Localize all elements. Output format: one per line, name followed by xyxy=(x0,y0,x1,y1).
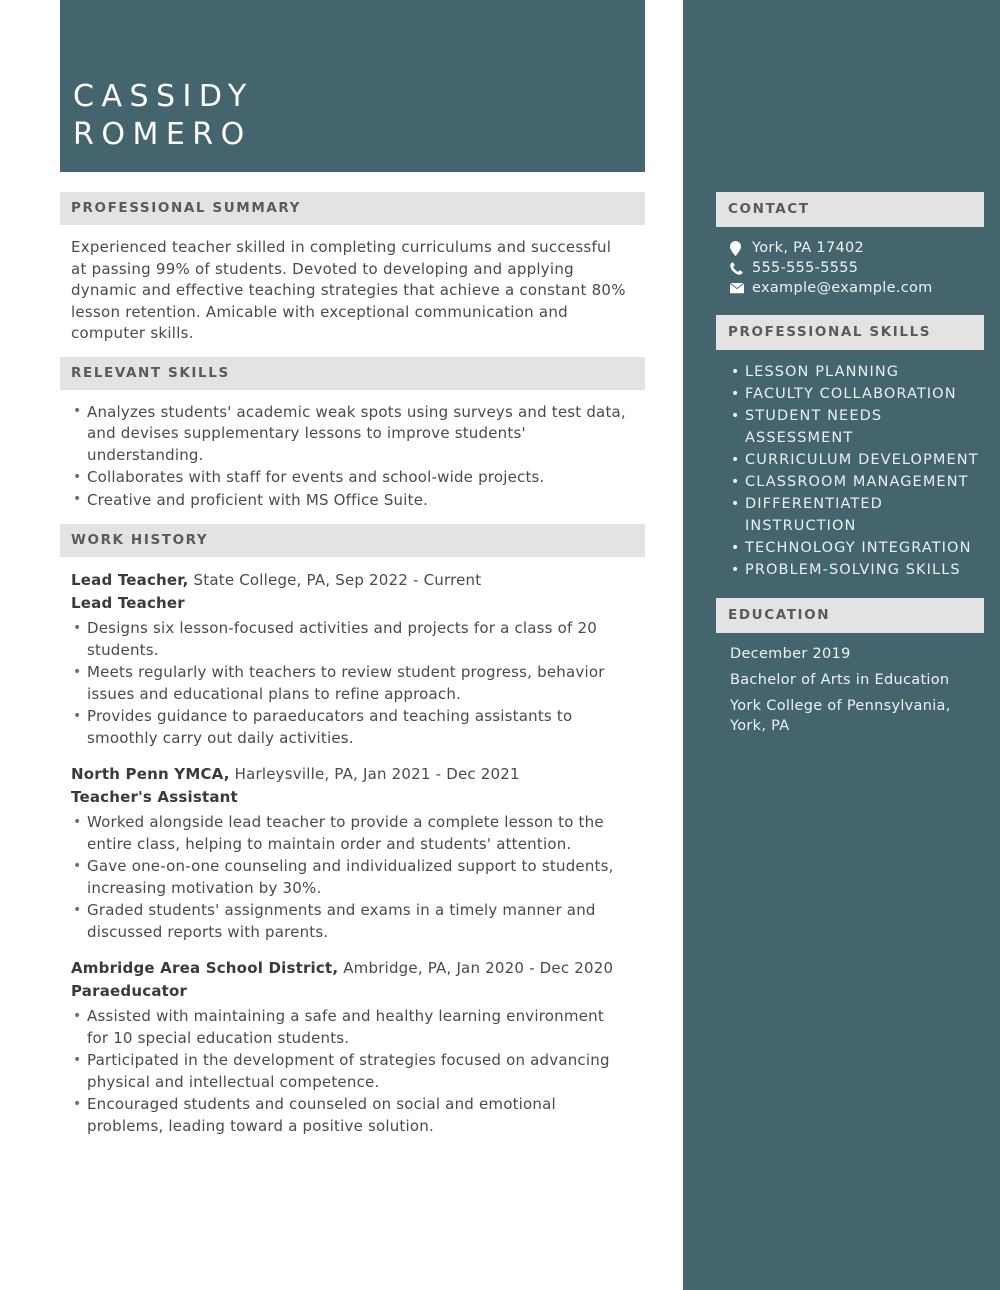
job-meta: Harleysville, PA, Jan 2021 - Dec 2021 xyxy=(229,765,520,783)
job-bullets xyxy=(71,1006,627,1137)
work-history-job xyxy=(71,569,627,749)
list-item: • Designs six lesson-focused activities and projects for a class of 20 students. xyxy=(71,618,627,661)
section-header-relevant-skills xyxy=(60,357,645,390)
list-item: • Graded students' assignments and exams in a timely manner and discussed reports with parents. xyxy=(71,900,627,943)
list-item: • Participated in the development of strategies focused on advancing physical and intellectual competence. xyxy=(71,1050,627,1093)
list-item: • Meets regularly with teachers to review student progress, behavior issues and educational plans to refine approach. xyxy=(71,662,627,705)
job-bullets xyxy=(71,618,627,749)
envelope-icon xyxy=(730,278,750,298)
job-role: Teacher's Assistant xyxy=(71,788,238,806)
work-history-body xyxy=(60,557,645,1155)
job-header-line xyxy=(71,763,627,785)
section-header-work-history xyxy=(60,524,645,557)
list-item: • Encouraged students and counseled on social and emotional problems, leading toward a positive solution. xyxy=(71,1094,627,1137)
list-item: • PROBLEM-SOLVING SKILLS xyxy=(730,559,986,581)
contact-title: CONTACT xyxy=(728,201,810,217)
list-item: • TECHNOLOGY INTEGRATION xyxy=(730,537,986,559)
job-organization: Ambridge Area School District, xyxy=(71,959,339,977)
work-history-title: WORK HISTORY xyxy=(71,532,209,548)
list-item: • FACULTY COLLABORATION xyxy=(730,383,986,405)
job-bullets xyxy=(71,812,627,943)
contact-email: example@example.com xyxy=(752,280,933,296)
list-item: • LESSON PLANNING xyxy=(730,361,986,383)
job-organization: North Penn YMCA, xyxy=(71,765,230,783)
contact-body xyxy=(716,227,986,298)
professional-summary-text: Experienced teacher skilled in completing curriculums and successful at passing 99% of students. Devoted to developing and applying dynamic and effective teaching strategies that achieve a constant 80% lesson retention. Amicable with exceptional communication and computer skills. xyxy=(71,238,626,342)
list-item: • STUDENT NEEDS ASSESSMENT xyxy=(730,405,986,449)
job-meta: State College, PA, Sep 2022 - Current xyxy=(188,571,482,589)
sidebar-section-header-education xyxy=(716,598,984,633)
job-organization: Lead Teacher, xyxy=(71,571,189,589)
header-banner xyxy=(60,0,645,172)
relevant-skills-list xyxy=(71,402,627,512)
sidebar-section-header-contact xyxy=(716,192,984,227)
education-date: December 2019 xyxy=(730,646,851,662)
page-title xyxy=(73,78,633,154)
main-column xyxy=(60,192,645,1155)
map-pin-icon xyxy=(730,238,750,258)
first-name: CASSIDY xyxy=(73,79,254,114)
list-item: • Analyzes students' academic weak spots using surveys and test data, and devises supplementary lessons to improve students' understanding. xyxy=(71,402,627,467)
sidebar-section-header-professional-skills xyxy=(716,315,984,350)
education-body xyxy=(716,633,986,736)
education-title: EDUCATION xyxy=(728,607,831,623)
contact-address: York, PA 17402 xyxy=(752,240,865,256)
phone-icon xyxy=(730,258,750,278)
professional-skills-body xyxy=(716,350,986,581)
section-header-professional-summary xyxy=(60,192,645,225)
sidebar xyxy=(683,0,1000,1290)
education-school: York College of Pennsylvania, York, PA xyxy=(730,698,951,734)
relevant-skills-title: RELEVANT SKILLS xyxy=(71,364,230,381)
contact-address-row xyxy=(730,238,986,258)
professional-summary-title: PROFESSIONAL SUMMARY xyxy=(71,200,302,216)
professional-skills-list xyxy=(730,361,986,581)
list-item: • Creative and proficient with MS Office Suite. xyxy=(71,490,627,512)
list-item: • Assisted with maintaining a safe and healthy learning environment for 10 special education students. xyxy=(71,1006,627,1049)
contact-phone: 555-555-5555 xyxy=(752,260,859,276)
list-item: • CURRICULUM DEVELOPMENT xyxy=(730,449,986,471)
job-meta: Ambridge, PA, Jan 2020 - Dec 2020 xyxy=(338,959,614,977)
last-name: ROMERO xyxy=(73,117,252,152)
professional-skills-title: PROFESSIONAL SKILLS xyxy=(728,324,932,340)
list-item: • CLASSROOM MANAGEMENT xyxy=(730,471,986,493)
contact-email-row xyxy=(730,278,986,298)
list-item: • Collaborates with staff for events and school-wide projects. xyxy=(71,467,627,489)
relevant-skills-body xyxy=(60,390,645,517)
list-item: • Provides guidance to paraeducators and teaching assistants to smoothly carry out daily activities. xyxy=(71,706,627,749)
job-header-line xyxy=(71,569,627,591)
education-degree: Bachelor of Arts in Education xyxy=(730,672,950,688)
professional-summary-body xyxy=(60,225,645,349)
job-role: Paraeducator xyxy=(71,982,188,1000)
list-item: • DIFFERENTIATED INSTRUCTION xyxy=(730,493,986,537)
work-history-job xyxy=(71,763,627,943)
job-header-line xyxy=(71,957,627,979)
contact-phone-row xyxy=(730,258,986,278)
list-item: • Gave one-on-one counseling and individualized support to students, increasing motivation by 30%. xyxy=(71,856,627,899)
job-role: Lead Teacher xyxy=(71,594,185,612)
list-item: • Worked alongside lead teacher to provide a complete lesson to the entire class, helping to maintain order and students' attention. xyxy=(71,812,627,855)
work-history-job xyxy=(71,957,627,1137)
